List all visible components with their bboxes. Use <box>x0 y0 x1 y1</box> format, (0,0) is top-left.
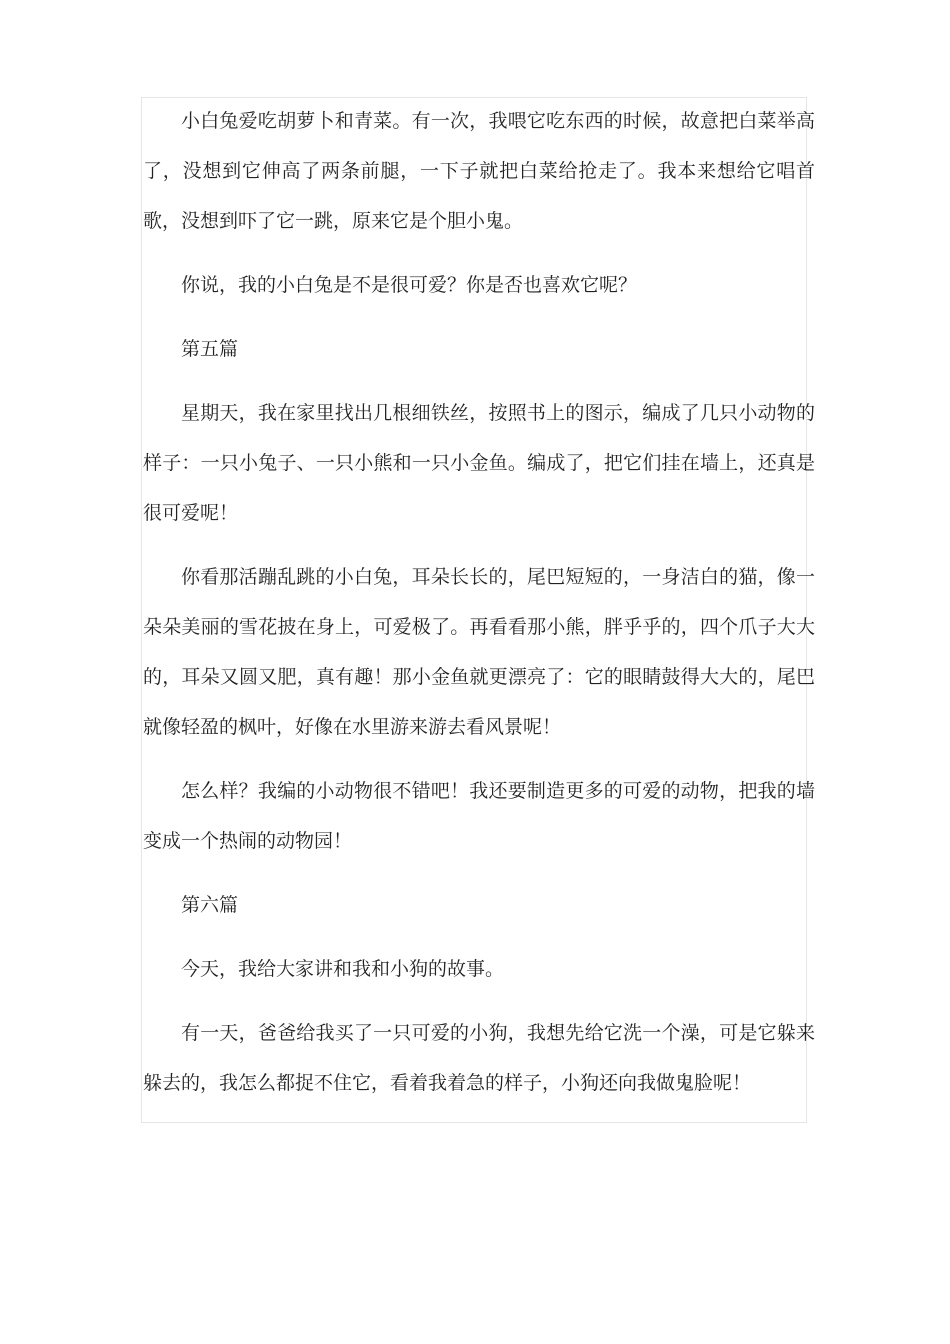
paragraph-rabbit-food: 小白兔爱吃胡萝卜和青菜。有一次，我喂它吃东西的时候，故意把白菜举高了，没想到它伸高了两条前腿，一下子就把白菜给抢走了。我本来想给它唱首歌，没想到吓了它一跳，原来它是个胆小鬼。 <box>143 110 815 232</box>
paragraph-animal-description: 你看那活蹦乱跳的小白兔，耳朵长长的，尾巴短短的，一身洁白的猫，像一朵朵美丽的雪花披在身上，可爱极了。再看看那小熊，胖乎乎的，四个爪子大大的，耳朵又圆又肥，真有趣！那小金鱼就更漂亮了：它的眼睛鼓得大大的，尾巴就像轻盈的枫叶，好像在水里游来游去看风景呢！ <box>143 566 815 738</box>
section-heading-five: 第五篇 <box>181 338 239 360</box>
paragraph-dog-bath: 有一天，爸爸给我买了一只可爱的小狗，我想先给它洗一个澡，可是它躲来躲去的，我怎么都捉不住它，看着我着急的样子，小狗还向我做鬼脸呢！ <box>143 1022 815 1094</box>
paragraph-rabbit-question: 你说，我的小白兔是不是很可爱？你是否也喜欢它呢？ <box>181 274 638 296</box>
paragraph-wire-animals: 星期天，我在家里找出几根细铁丝，按照书上的图示，编成了几只小动物的样子：一只小兔子、一只小熊和一只小金鱼。编成了，把它们挂在墙上，还真是很可爱呢！ <box>143 402 815 524</box>
document-body <box>143 96 815 1122</box>
section-heading-six: 第六篇 <box>181 894 239 916</box>
paragraph-dog-intro: 今天，我给大家讲和我和小狗的故事。 <box>181 958 505 980</box>
paragraph-zoo-wall: 怎么样？我编的小动物很不错吧！我还要制造更多的可爱的动物，把我的墙变成一个热闹的动物园！ <box>143 780 815 852</box>
